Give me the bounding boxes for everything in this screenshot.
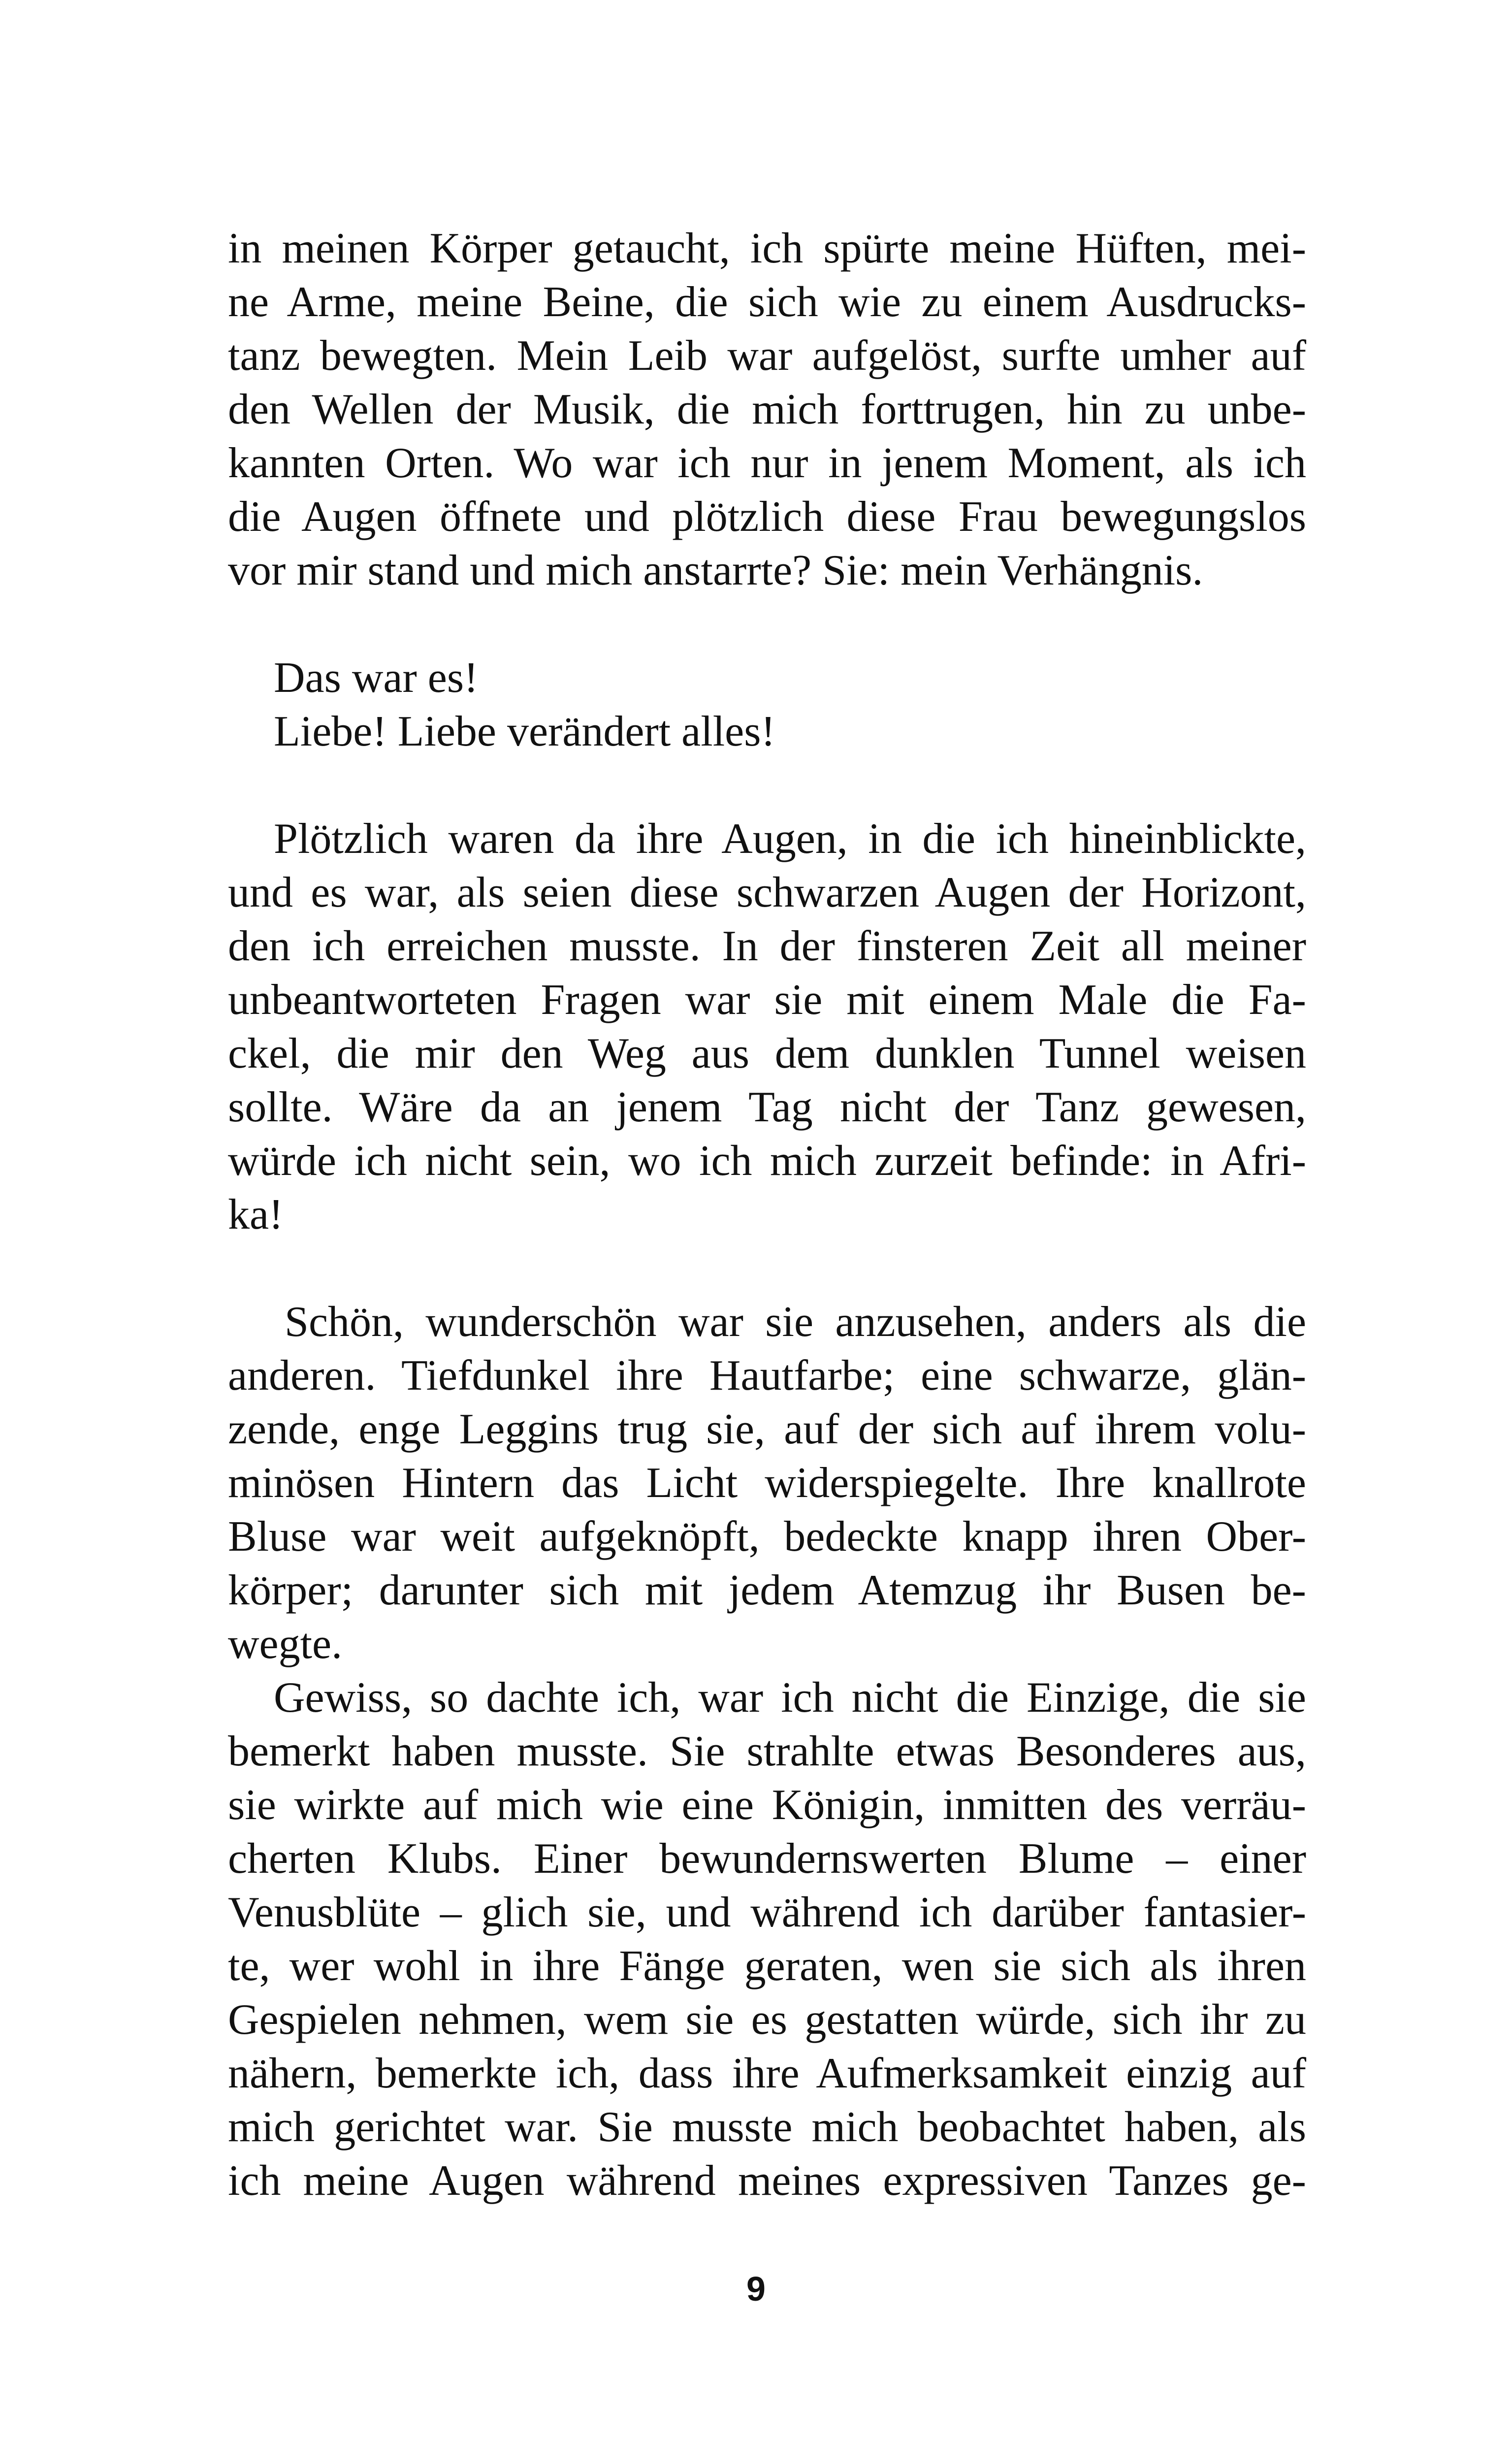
text-line: zende, enge Leggins trug sie, auf der sich auf ihrem volu- — [228, 1405, 1306, 1453]
body-text — [228, 222, 1306, 2208]
text-line: bemerkt haben musste. Sie strahlte etwas Besonderes aus, — [228, 1727, 1306, 1775]
text-line: und es war, als seien diese schwarzen Augen der Horizont, — [228, 869, 1306, 916]
text-line: Plötzlich waren da ihre Augen, in die ich hineinblickte, — [274, 815, 1306, 863]
text-line: ich meine Augen während meines expressiven Tanzes ge- — [228, 2157, 1306, 2205]
text-line: die Augen öffnete und plötzlich diese Frau bewegungslos — [228, 493, 1306, 541]
text-line: Gespielen nehmen, wem sie es gestatten würde, sich ihr zu — [228, 1996, 1306, 2044]
text-line: anderen. Tiefdunkel ihre Hautfarbe; eine schwarze, glän- — [228, 1352, 1306, 1400]
text-line: unbeantworteten Fragen war sie mit einem Male die Fa- — [228, 976, 1306, 1024]
text-line: wegte. — [228, 1620, 343, 1668]
text-line: ka! — [228, 1191, 284, 1238]
paragraph-gap — [228, 758, 1306, 812]
paragraph-gap — [228, 1241, 1306, 1295]
text-line: in meinen Körper getaucht, ich spürte meine Hüften, mei- — [228, 225, 1306, 272]
text-line: Liebe! Liebe verändert alles! — [274, 708, 775, 755]
text-line: nähern, bemerkte ich, dass ihre Aufmerksamkeit einzig auf — [228, 2050, 1306, 2097]
text-line: den Wellen der Musik, die mich forttrugen, hin zu unbe- — [228, 386, 1306, 433]
text-line: körper; darunter sich mit jedem Atemzug ihr Busen be- — [228, 1566, 1306, 1614]
text-line: ne Arme, meine Beine, die sich wie zu einem Ausdrucks- — [228, 278, 1306, 326]
text-line: Bluse war weit aufgeknöpft, bedeckte knapp ihren Ober- — [228, 1513, 1306, 1561]
text-line: sollte. Wäre da an jenem Tag nicht der Tanz gewesen, — [228, 1083, 1306, 1131]
text-line: minösen Hintern das Licht widerspiegelte. Ihre knallrote — [228, 1459, 1306, 1507]
text-line: tanz bewegten. Mein Leib war aufgelöst, surfte umher auf — [228, 332, 1306, 380]
text-line: mich gerichtet war. Sie musste mich beobachtet haben, als — [228, 2103, 1306, 2151]
paragraph-gap — [228, 597, 1306, 651]
text-line: Venusblüte – glich sie, und während ich darüber fantasier- — [228, 1889, 1306, 1936]
text-line: kannten Orten. Wo war ich nur in jenem Moment, als ich — [228, 439, 1306, 487]
page-number: 9 — [746, 2270, 766, 2308]
text-line: würde ich nicht sein, wo ich mich zurzeit befinde: in Afri- — [228, 1137, 1306, 1185]
text-line: ckel, die mir den Weg aus dem dunklen Tunnel weisen — [228, 1030, 1306, 1077]
text-line: vor mir stand und mich anstarrte? Sie: mein Verhängnis. — [228, 547, 1203, 594]
text-line: Gewiss, so dachte ich, war ich nicht die Einzige, die sie — [274, 1674, 1306, 1722]
text-line: te, wer wohl in ihre Fänge geraten, wen sie sich als ihren — [228, 1942, 1306, 1990]
text-line: Schön, wunderschön war sie anzusehen, anders als die — [285, 1298, 1306, 1346]
text-line: sie wirkte auf mich wie eine Königin, inmitten des verräu- — [228, 1781, 1306, 1829]
text-line: den ich erreichen musste. In der finsteren Zeit all meiner — [228, 922, 1306, 970]
text-line: cherten Klubs. Einer bewundernswerten Blume – einer — [228, 1835, 1306, 1883]
text-line: Das war es! — [274, 654, 479, 702]
